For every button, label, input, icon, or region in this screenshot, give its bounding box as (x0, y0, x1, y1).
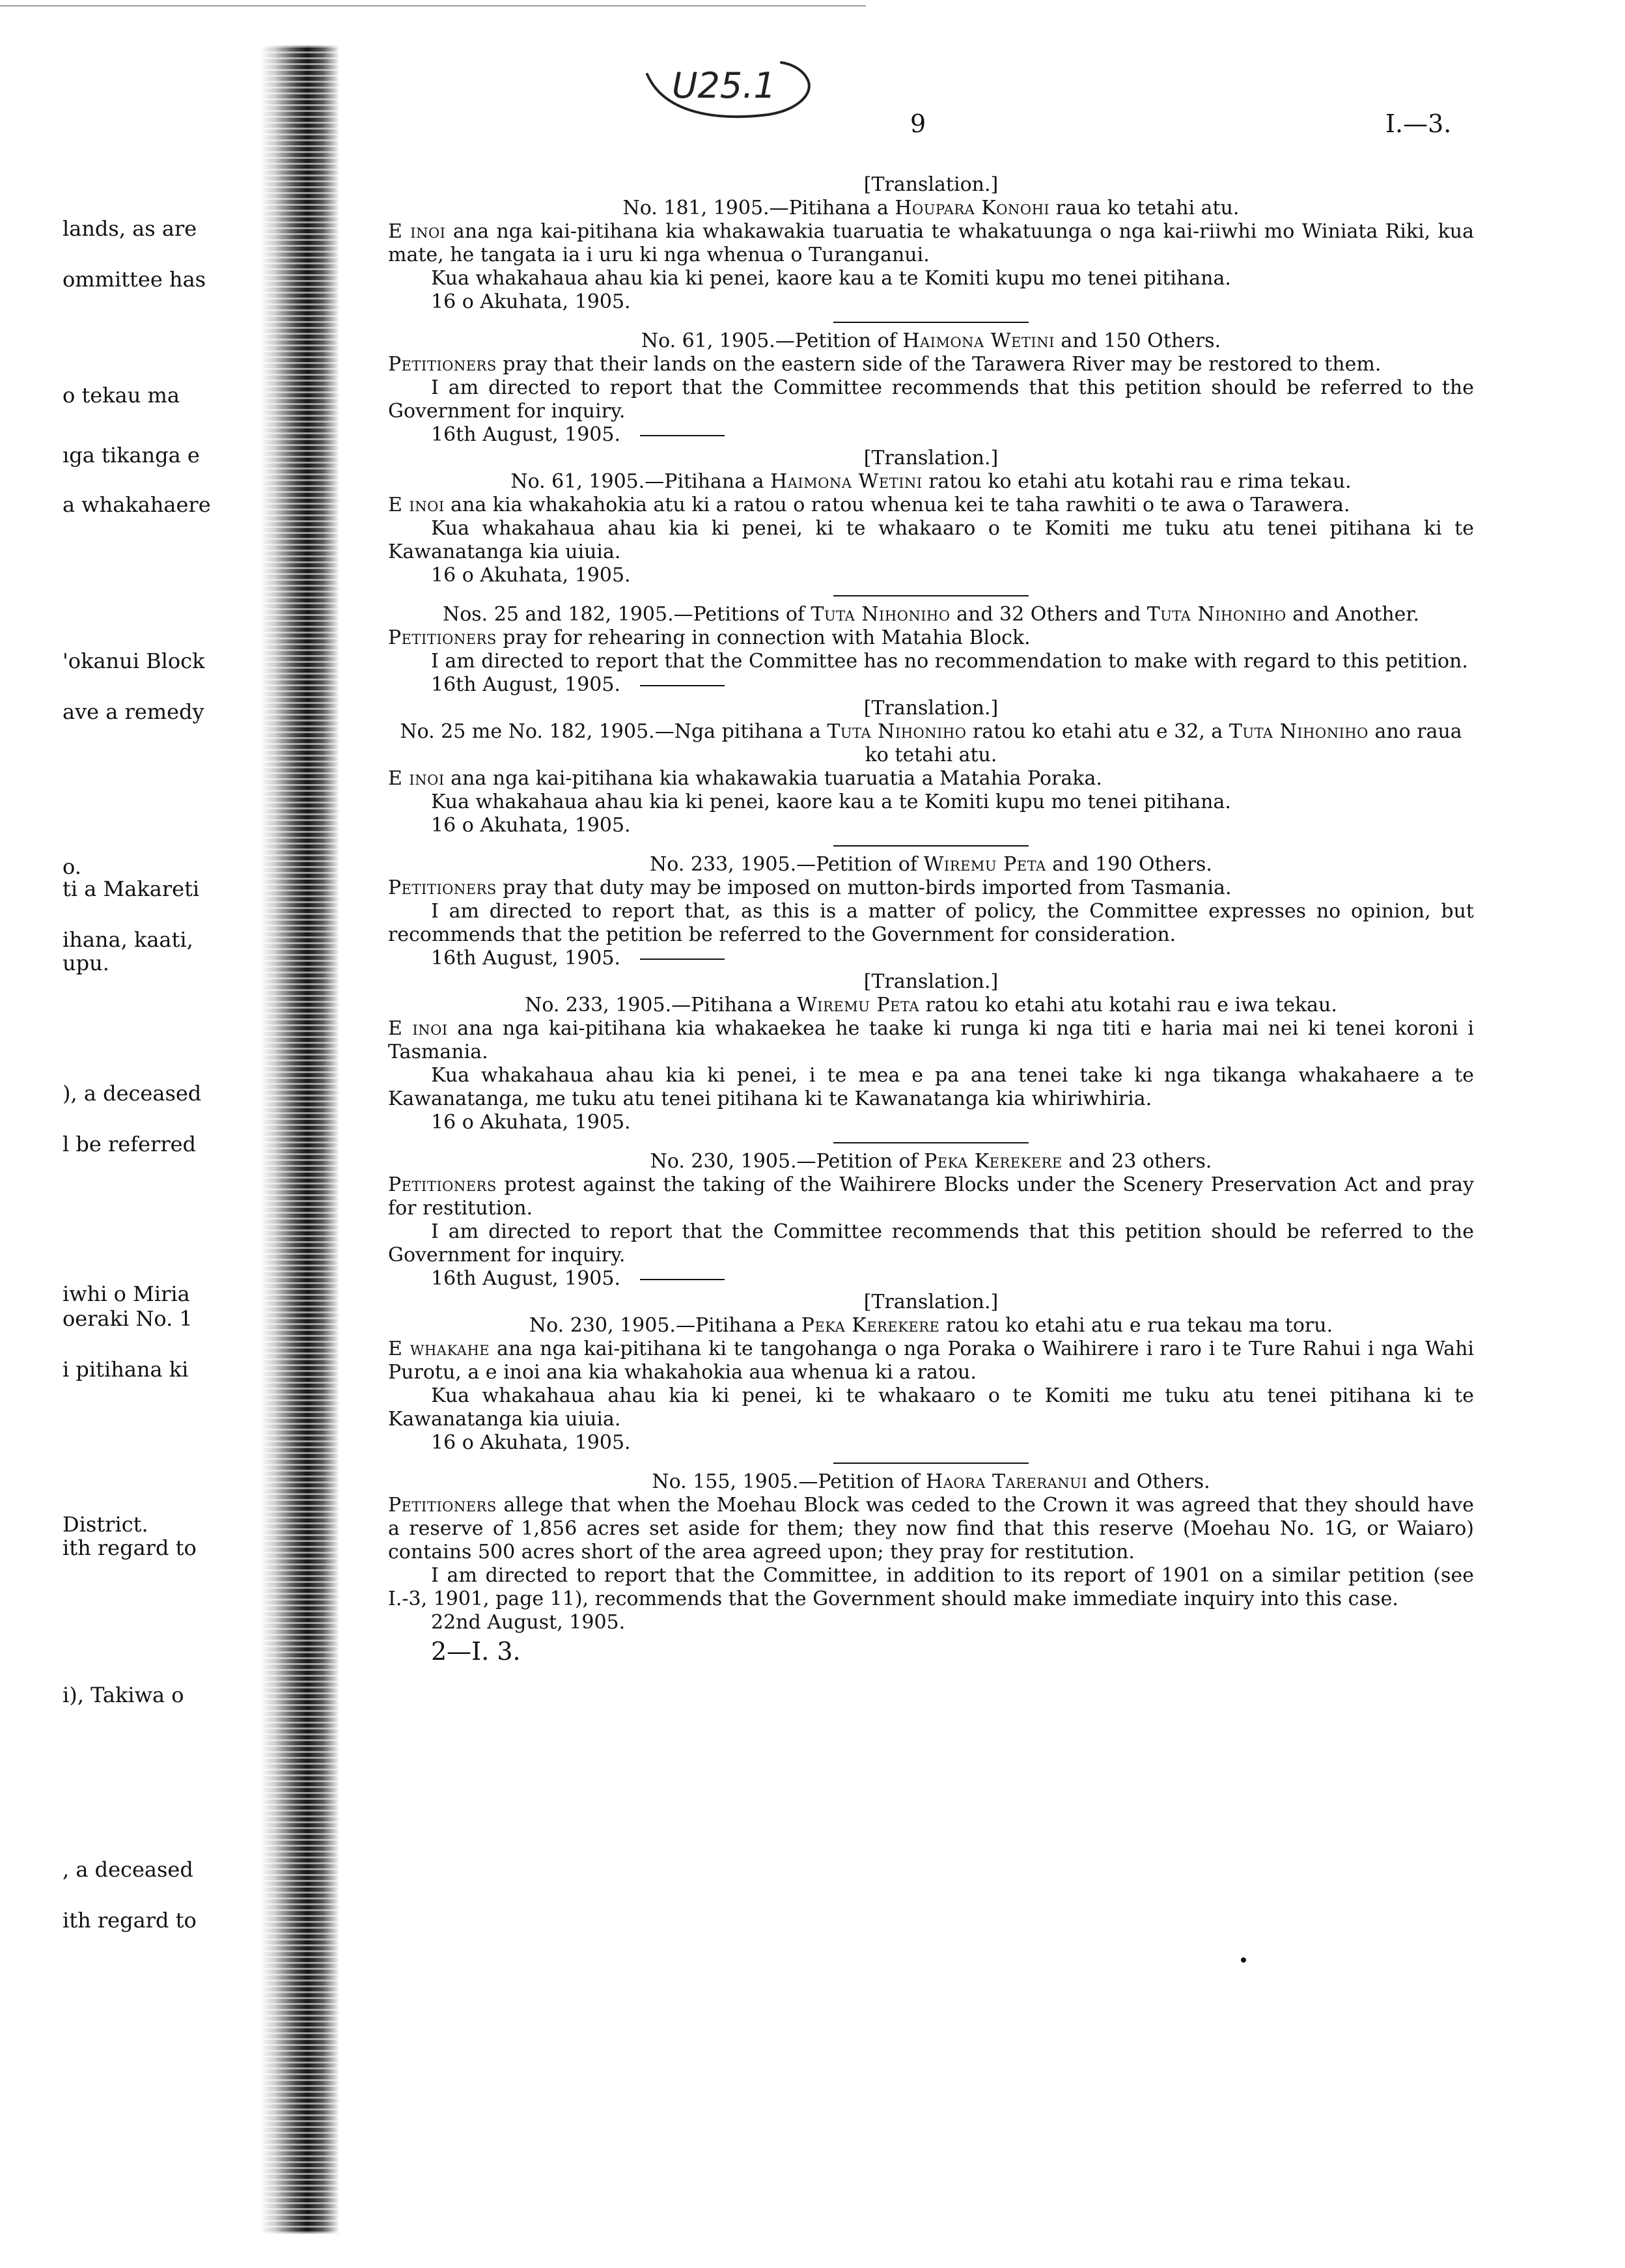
petition-heading: No. 233, 1905.—Pitihana a Wiremu Peta ratou ko etahi atu kotahi rau e iwa tekau. (525, 994, 1337, 1016)
committee-report: Kua whakahaua ahau kia ki penei, ki te whakaaro o te Komiti me tuku atu tenei pitihana ki te Kawanatanga kia uiuia. (388, 1384, 1474, 1431)
committee-report: I am directed to report that the Committee recommends that this petition should be referred to the Government for inquiry. (388, 376, 1474, 423)
translation-label: [Translation.] (863, 697, 999, 720)
report-date: 16 o Akuhata, 1905. (431, 564, 631, 587)
committee-report: Kua whakahaua ahau kia ki penei, kaore kau a te Komiti kupu mo tenei pitihana. (431, 267, 1231, 290)
petition-prayer: E inoi ana kia whakahokia atu ki a ratou o ratou whenua kei te taha rawhiti o te awa o Tarawera. (388, 494, 1350, 516)
page-number: 9 (910, 109, 926, 138)
margin-line: i pitihana ki (62, 1357, 189, 1382)
section-divider (833, 322, 1029, 323)
top-rule (0, 5, 866, 7)
report-date: 16th August, 1905. (388, 947, 1474, 970)
translation-label: [Translation.] (863, 970, 999, 993)
handwritten-stamp (638, 51, 820, 122)
margin-line: ıga tikanga e (62, 443, 200, 468)
petition-heading: No. 61, 1905.—Pitihana a Haimona Wetini ratou ko etahi atu kotahi rau e rima tekau. (510, 470, 1352, 493)
margin-line: upu. (62, 951, 109, 975)
translation-label: [Translation.] (863, 447, 999, 469)
report-date: 16 o Akuhata, 1905. (431, 1111, 631, 1134)
petition-heading: No. 181, 1905.—Pitihana a Houpara Konohi raua ko tetahi atu. (622, 197, 1240, 219)
petition-prayer: Petitioners pray that their lands on the eastern side of the Tarawera River may be restored to them. (388, 353, 1382, 376)
margin-line: ith regard to (62, 1535, 197, 1560)
margin-line: ihana, kaati, (62, 927, 193, 952)
margin-line: oeraki No. 1 (62, 1306, 193, 1331)
committee-report: Kua whakahaua ahau kia ki penei, i te mea e pa ana tenei take ki nga tikanga whakahaere a te Kawanatanga, me tuku atu tenei pitihana ki te Kawanatanga kia whiriwhiria. (388, 1064, 1474, 1110)
translation-label: [Translation.] (863, 1291, 999, 1313)
signature-mark: 2—I. 3. (431, 1637, 521, 1666)
margin-line: District. (62, 1512, 148, 1537)
margin-line: iwhi o Miria (62, 1281, 190, 1306)
margin-line: ), a deceased (62, 1081, 202, 1106)
margin-line: ave a remedy (62, 699, 204, 724)
committee-report: I am directed to report that the Committee, in addition to its report of 1901 on a similar petition (see I.-3, 1901, page 11), recommends that the Government should make immediate inquiry into this case. (388, 1564, 1474, 1610)
translation-label: [Translation.] (863, 173, 999, 196)
committee-report: Kua whakahaua ahau kia ki penei, ki te whakaaro o te Komiti me tuku atu tenei pitihana ki te Kawanatanga kia uiuia. (388, 517, 1474, 563)
petition-prayer: Petitioners allege that when the Moehau Block was ceded to the Crown it was agreed that they should have a reserve of 1,856 acres set aside for them; they now find that this reserve (Moehau No. 1G, or Waiaro) contains 500 acres short of the area agreed upon; they pray for restitution. (388, 1494, 1474, 1563)
committee-report: I am directed to report that the Committee recommends that this petition should be referred to the Government for inquiry. (388, 1220, 1474, 1267)
margin-line: ommittee has (62, 267, 206, 292)
section-divider (833, 1463, 1029, 1464)
petition-prayer: E inoi ana nga kai-pitihana kia whakawakia tuaruatia te whakatuunga o nga kai-riiwhi mo Winiata Riki, kua mate, he tangata ia i uru ki nga whenua o Turanganui. (388, 220, 1474, 266)
section-divider (833, 595, 1029, 596)
committee-report: I am directed to report that the Committee has no recommendation to make with regard to this petition. (431, 650, 1468, 673)
petition-heading: No. 230, 1905.—Pitihana a Peka Kerekere ratou ko etahi atu e rua tekau ma toru. (529, 1314, 1333, 1337)
section-divider (833, 1142, 1029, 1143)
petition-heading: No. 233, 1905.—Petition of Wiremu Peta and 190 Others. (650, 853, 1212, 876)
petition-heading: Nos. 25 and 182, 1905.—Petitions of Tuta Nihoniho and 32 Others and Tuta Nihoniho and Another. (442, 603, 1420, 626)
margin-line: l be referred (62, 1132, 197, 1156)
report-date: 16 o Akuhata, 1905. (431, 814, 631, 837)
report-date: 16th August, 1905. (388, 423, 1474, 447)
petition-prayer: E whakahe ana nga kai-pitihana ki te tangohanga o nga Poraka o Waihirere i raro i te Ture Rahui i nga Wahi Purotu, a e inoi ana kia whakahokia aua whenua ki a ratou. (388, 1337, 1474, 1384)
stamp-text: U25.1 (672, 65, 776, 106)
margin-line: o tekau ma (62, 383, 180, 408)
page-body (388, 173, 1474, 1666)
report-date: 16 o Akuhata, 1905. (431, 1431, 631, 1454)
margin-line: i), Takiwa o (62, 1683, 184, 1707)
margin-line: a whakahaere (62, 492, 211, 517)
report-date: 16th August, 1905. (388, 673, 1474, 697)
petition-heading: No. 230, 1905.—Petition of Peka Kerekere and 23 others. (650, 1150, 1212, 1173)
margin-line: ti a Makareti (62, 876, 200, 901)
petition-heading: No. 61, 1905.—Petition of Haimona Wetini and 150 Others. (641, 329, 1221, 352)
binding-shadow (260, 46, 339, 2233)
petition-prayer: Petitioners protest against the taking of the Waihirere Blocks under the Scenery Preservation Act and pray for restitution. (388, 1173, 1474, 1220)
section-divider (833, 845, 1029, 847)
petition-prayer: E inoi ana nga kai-pitihana kia whakawakia tuaruatia a Matahia Poraka. (388, 767, 1102, 790)
margin-line: ith regard to (62, 1908, 197, 1933)
report-reference: I.—3. (1385, 109, 1452, 138)
margin-line: , a deceased (62, 1857, 193, 1882)
margin-line: 'okanui Block (62, 649, 205, 673)
petition-prayer: Petitioners pray for rehearing in connection with Matahia Block. (388, 626, 1031, 649)
report-date: 16th August, 1905. (388, 1267, 1474, 1291)
petition-prayer: Petitioners pray that duty may be imposed on mutton-birds imported from Tasmania. (388, 876, 1232, 899)
report-date: 22nd August, 1905. (431, 1611, 626, 1634)
committee-report: Kua whakahaua ahau kia ki penei, kaore kau a te Komiti kupu mo tenei pitihana. (431, 791, 1231, 813)
margin-line: lands, as are (62, 216, 197, 241)
margin-line: o. (62, 854, 81, 879)
committee-report: I am directed to report that, as this is a matter of policy, the Committee expresses no opinion, but recommends that the petition be referred to the Government for consideration. (388, 900, 1474, 946)
stray-dot (1241, 1957, 1246, 1963)
petition-prayer: E inoi ana nga kai-pitihana kia whakaekea he taake ki runga ki nga titi e haria mai nei ki tenei koroni i Tasmania. (388, 1017, 1474, 1063)
report-date: 16 o Akuhata, 1905. (431, 290, 631, 313)
petition-heading: No. 25 me No. 182, 1905.—Nga pitihana a Tuta Nihoniho ratou ko etahi atu e 32, a Tuta Nihoniho ano raua ko tetahi atu. (400, 720, 1462, 766)
petition-heading: No. 155, 1905.—Petition of Haora Tareranui and Others. (652, 1470, 1210, 1493)
